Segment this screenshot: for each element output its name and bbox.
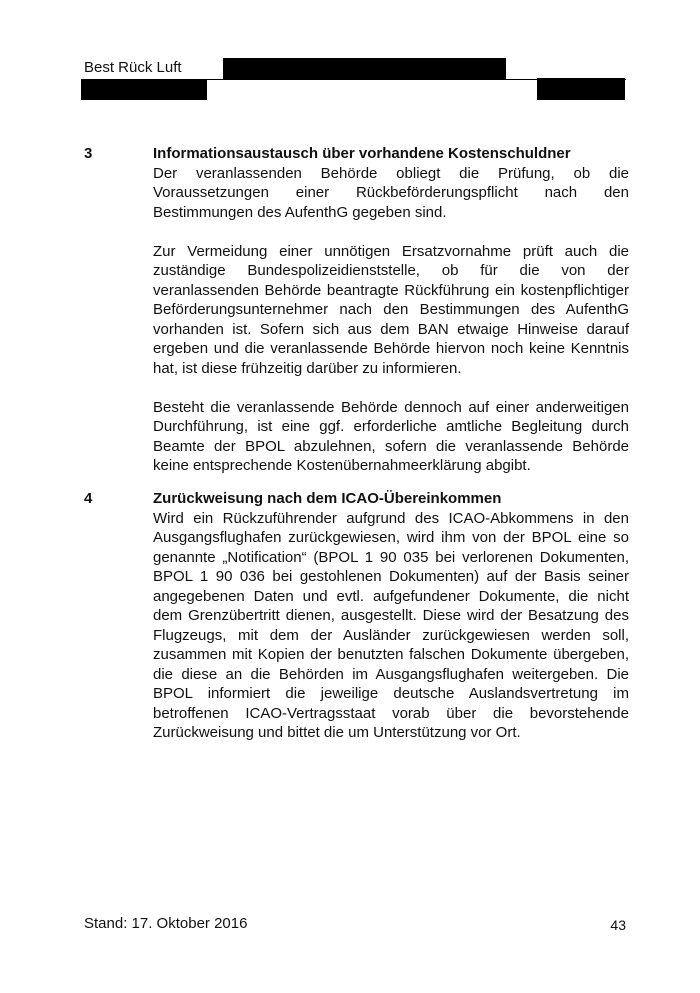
header-title: Best Rück Luft bbox=[84, 59, 182, 76]
paragraph: Besteht die veranlassende Behörde dennoch auf einer anderweitigen Durchführung, ist eine ggf. erforderliche amtliche Begleitung durch Beamte der BPOL abzulehnen, sofern die veranlassende Behörde keine entsprechende Kostenübernahmeerklärung abgibt. bbox=[153, 398, 629, 474]
section-body bbox=[153, 489, 629, 743]
section-number: 4 bbox=[84, 490, 93, 507]
paragraph: Der veranlassenden Behörde obliegt die Prüfung, ob die Voraussetzungen einer Rückbeförderungspflicht nach den Bestimmungen des AufenthG gegeben sind. bbox=[153, 164, 629, 221]
section-heading: Informationsaustausch über vorhandene Kostenschuldner bbox=[153, 145, 571, 162]
redaction-bar-right bbox=[537, 78, 625, 100]
footer-date: Stand: 17. Oktober 2016 bbox=[84, 915, 248, 932]
redaction-bar-top bbox=[223, 58, 506, 79]
paragraph: Zur Vermeidung einer unnötigen Ersatzvornahme prüft auch die zuständige Bundespolizeidienststelle, ob für die von der veranlassenden Behörde beantragte Rückführung ein kostenpflichtiger Beförderungsunternehmer nach den Bestimmungen des AufenthG vorhanden ist. Sofern sich aus dem BAN etwaige Hinweise darauf ergeben und die veranlassende Behörde hiervon noch keine Kenntnis hat, ist diese frühzeitig darüber zu informieren. bbox=[153, 242, 629, 377]
paragraph: Wird ein Rückzuführender aufgrund des ICAO-Abkommens in den Ausgangsflughafen zurückgewiesen, wird ihm von der BPOL eine so genannte „Notification“ (BPOL 1 90 035 bei verlorenen Dokumenten, BPOL 1 90 036 bei gestohlenen Dokumenten) auf der Basis seiner angegebenen Daten und evtl. aufgefundener Dokumente, die nicht dem Grenzübertritt dienen, ausgestellt. Diese wird der Besatzung des Flugzeugs, mit dem der Ausländer zurückgewiesen werden soll, zusammen mit Kopien der benutzten falschen Dokumente übergeben, die diese an die Behörden im Ausgangsflughafen weitergeben. Die BPOL informiert die jeweilige deutsche Auslandsvertretung im betroffenen ICAO-Vertragsstaat vorab über die bevorstehende Zurückweisung und bittet die um Unterstützung vor Ort. bbox=[153, 509, 629, 741]
redaction-bar-left bbox=[81, 80, 207, 100]
section-heading: Zurückweisung nach dem ICAO-Übereinkommen bbox=[153, 490, 502, 507]
page-number: 43 bbox=[610, 917, 626, 933]
section-body bbox=[153, 144, 629, 476]
section-number: 3 bbox=[84, 145, 93, 162]
